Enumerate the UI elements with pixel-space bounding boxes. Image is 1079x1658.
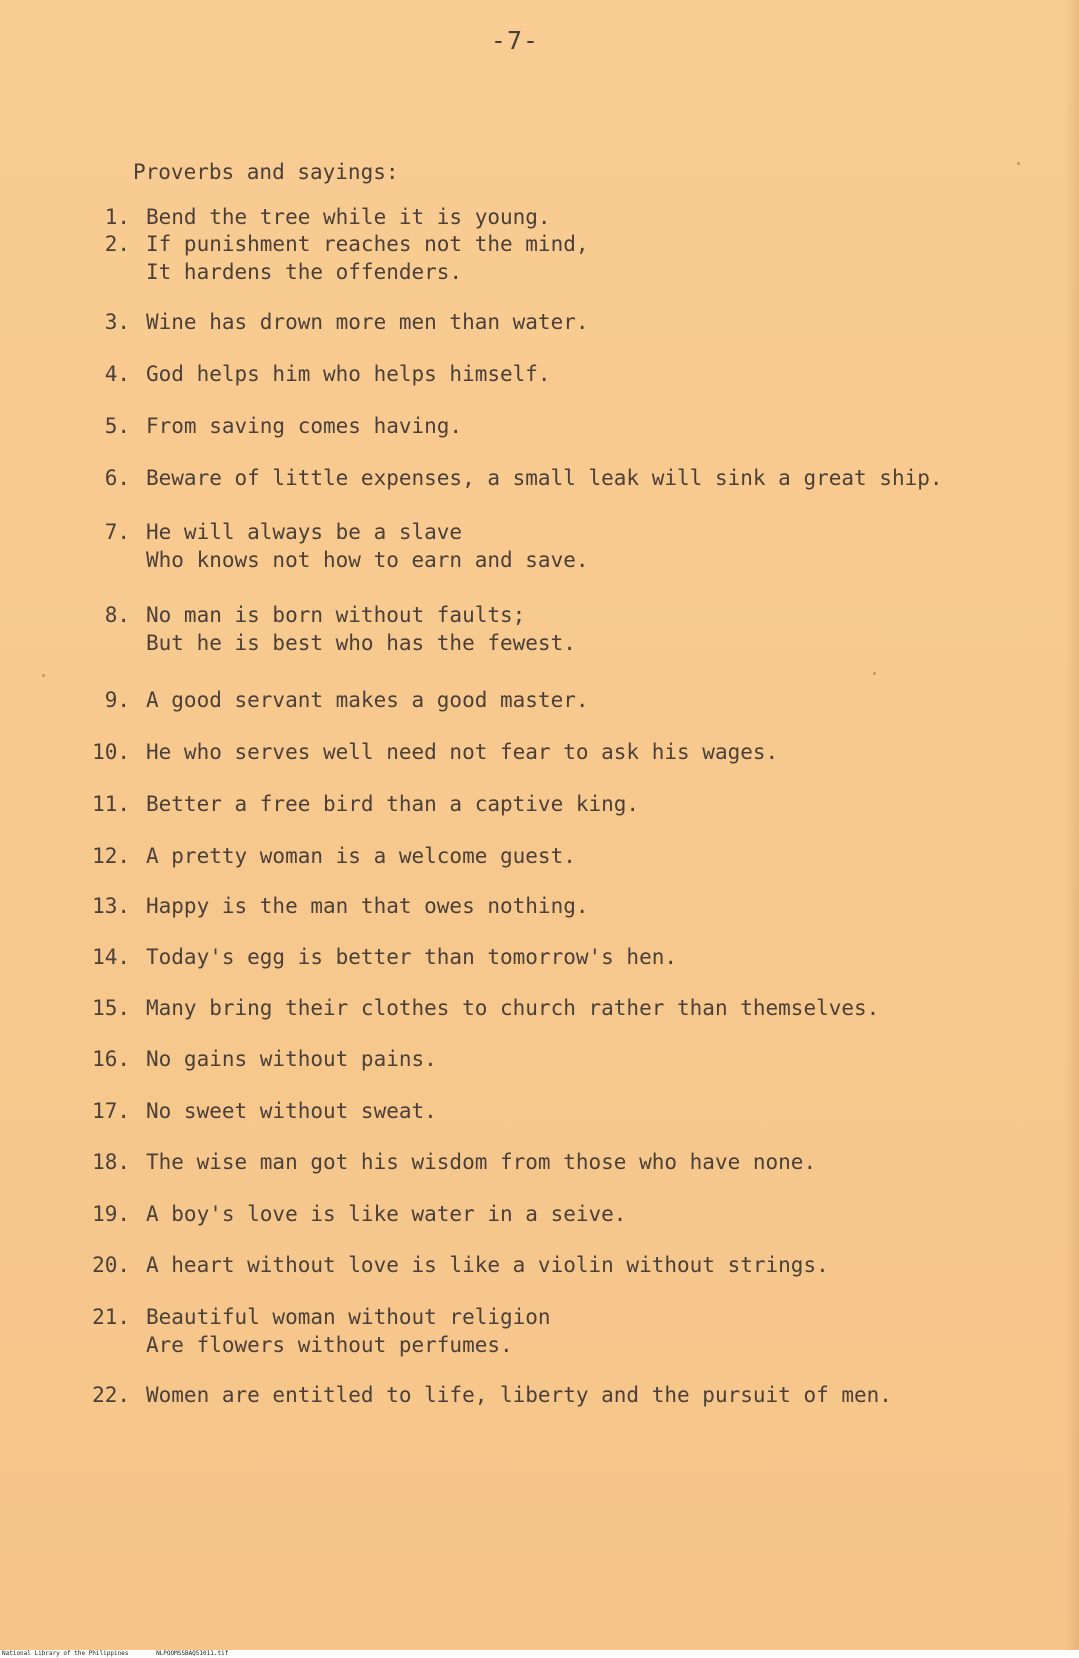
proverb-text: Beautiful woman without religion [146,1305,551,1329]
proverb-text: A boy's love is like water in a seive. [146,1202,627,1226]
proverb-text: A heart without love is like a violin without strings. [146,1253,829,1277]
proverb-text: If punishment reaches not the mind, [146,232,589,256]
page-number: -7- [490,26,540,55]
proverb-number: 3. [104,310,130,334]
proverb-text: Many bring their clothes to church rather than themselves. [146,996,880,1020]
proverb-number: 6. [104,466,130,490]
proverb-text: He who serves well need not fear to ask his wages. [146,740,779,764]
proverb-number: 21. [92,1305,130,1329]
proverb-number: 11. [92,792,130,816]
proverb-text: Women are entitled to life, liberty and the pursuit of men. [146,1383,892,1407]
proverb-number: 16. [92,1047,130,1071]
paper-speck [42,674,45,677]
proverb-number: 20. [92,1253,130,1277]
section-heading: Proverbs and sayings: [133,160,399,184]
proverb-number: 13. [92,894,130,918]
proverb-text: The wise man got his wisdom from those who have none. [146,1150,817,1174]
proverb-number: 15. [92,996,130,1020]
proverb-text-line2: It hardens the offenders. [146,260,463,284]
proverb-number: 5. [104,414,130,438]
proverb-text: Bend the tree while it is young. [146,205,551,229]
proverb-text: Beware of little expenses, a small leak will sink a great ship. [146,466,943,490]
proverb-text: From saving comes having. [146,414,463,438]
scan-footer [0,1650,1079,1658]
proverb-text-line2: Who knows not how to earn and save. [146,548,589,572]
proverb-number: 18. [92,1150,130,1174]
proverb-text: Better a free bird than a captive king. [146,792,640,816]
proverb-number: 10. [92,740,130,764]
paper-speck [1017,162,1020,165]
proverb-text: Wine has drown more men than water. [146,310,589,334]
proverb-number: 12. [92,844,130,868]
paper-speck [873,672,876,675]
proverb-text: Today's egg is better than tomorrow's hen. [146,945,678,969]
proverb-text: God helps him who helps himself. [146,362,551,386]
proverb-number: 8. [104,603,130,627]
proverb-text: He will always be a slave [146,520,463,544]
proverb-number: 17. [92,1099,130,1123]
proverb-number: 1. [104,205,130,229]
proverb-text-line2: But he is best who has the fewest. [146,631,576,655]
proverb-number: 22. [92,1383,130,1407]
footer-library: National Library of the Philippines [2,1650,129,1657]
proverb-number: 4. [104,362,130,386]
footer-file-id: NLPOOMSSBAQ51011.tif [156,1650,229,1657]
proverb-number: 19. [92,1202,130,1226]
proverb-text: No sweet without sweat. [146,1099,437,1123]
proverb-text: No gains without pains. [146,1047,437,1071]
proverb-text: No man is born without faults; [146,603,526,627]
proverb-text: Happy is the man that owes nothing. [146,894,589,918]
proverb-number: 2. [104,232,130,256]
proverb-number: 9. [104,688,130,712]
proverb-text-line2: Are flowers without perfumes. [146,1333,513,1357]
proverb-text: A good servant makes a good master. [146,688,589,712]
proverb-text: A pretty woman is a welcome guest. [146,844,576,868]
proverb-number: 14. [92,945,130,969]
proverb-number: 7. [104,520,130,544]
